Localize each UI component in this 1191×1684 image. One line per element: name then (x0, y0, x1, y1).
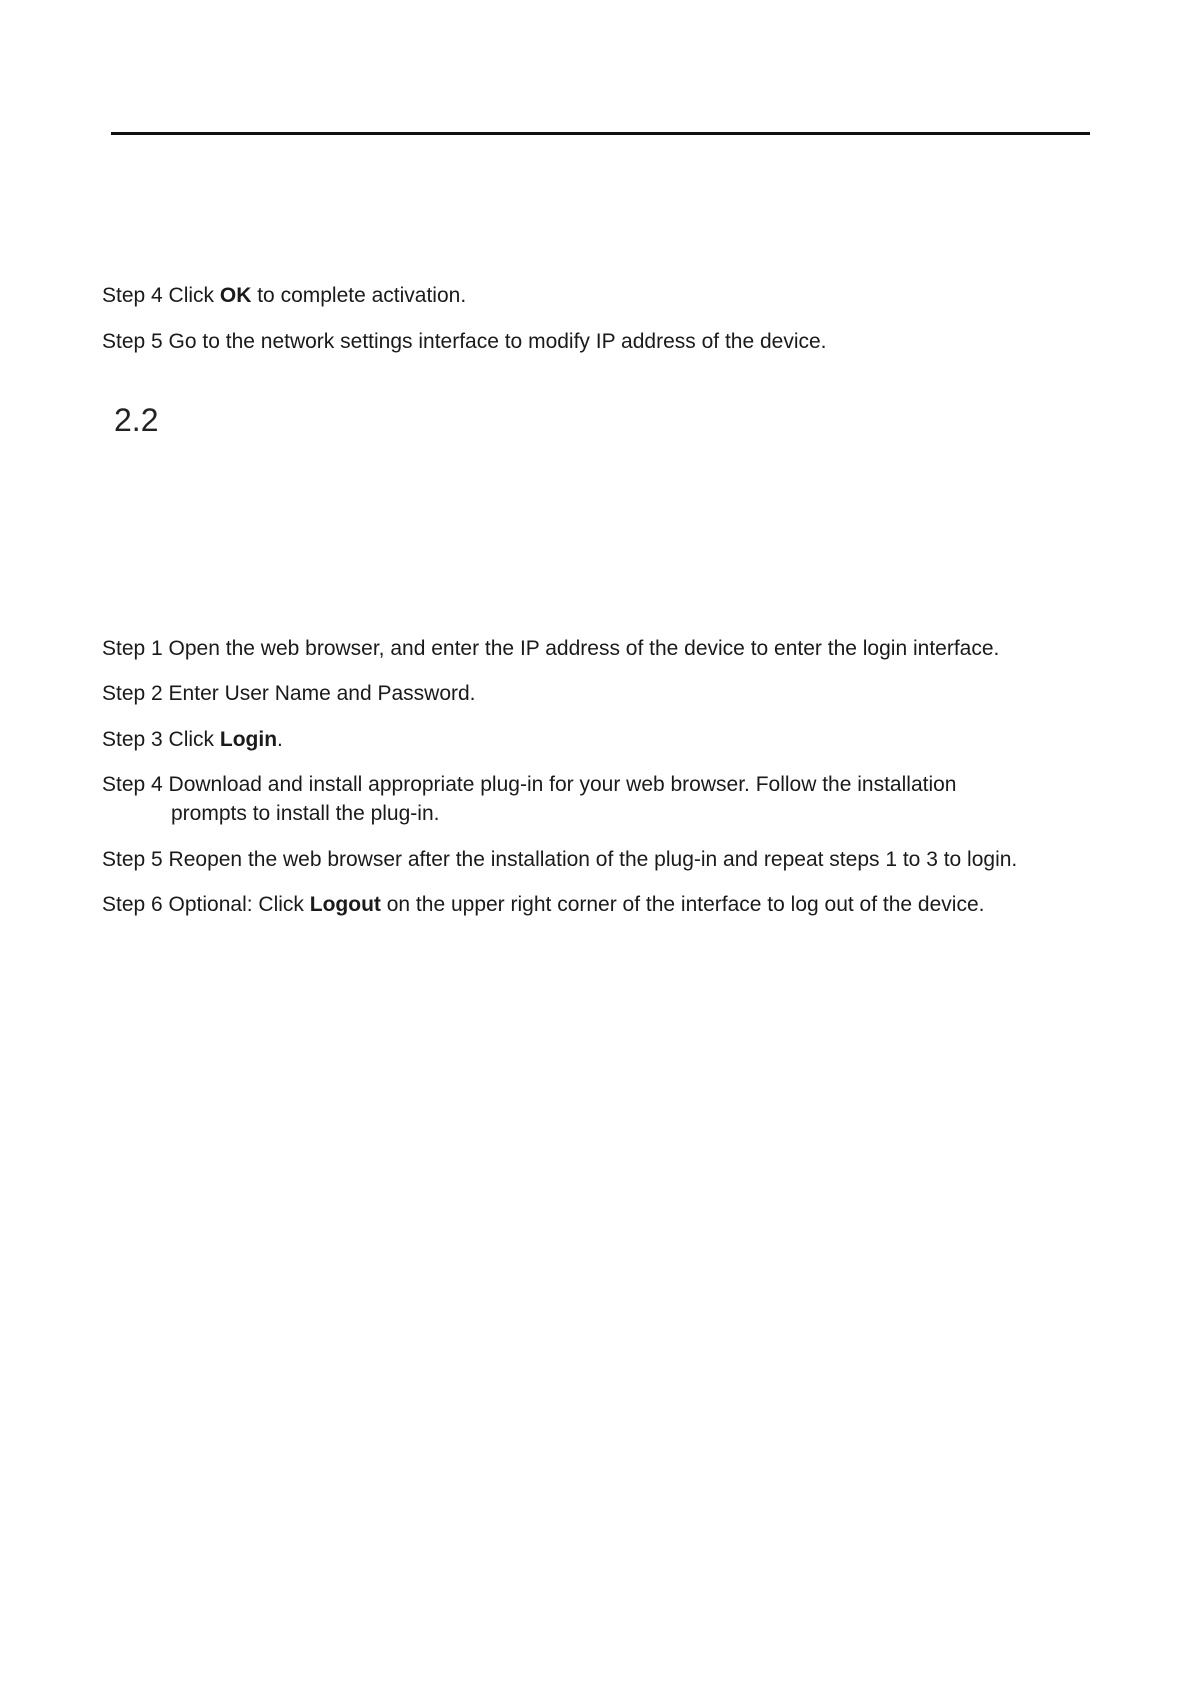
logout-label: Logout (309, 893, 381, 916)
step-text: . (277, 728, 283, 751)
step-2-enter-credentials (102, 679, 476, 708)
step-3-click-login (102, 725, 283, 754)
step-6-logout (102, 890, 984, 919)
login-label: Login (219, 728, 278, 751)
step-5-network-settings (102, 327, 827, 356)
header-rule (111, 132, 1090, 135)
step-text: to complete activation. (251, 284, 467, 307)
step-1-open-browser (102, 634, 999, 663)
step-text: Step 5 Go to the network settings interface to modify IP address of the device. (102, 330, 827, 353)
step-continuation: prompts to install the plug-in. (171, 802, 440, 825)
step-text: Step 4 Download and install appropriate plug-in for your web browser. Follow the installation (102, 773, 957, 796)
step-text: Step 1 Open the web browser, and enter the IP address of the device to enter the login interface. (102, 637, 1000, 660)
step-text: Step 3 Click (102, 728, 220, 751)
step-5-reopen-browser (102, 845, 1017, 874)
step-text: Step 2 Enter User Name and Password. (102, 682, 476, 705)
step-text: Step 6 Optional: Click (102, 893, 310, 916)
step-text: Step 4 Click (102, 284, 220, 307)
step-text: Step 5 Reopen the web browser after the installation of the plug-in and repeat steps 1 to 3 to login. (102, 848, 1018, 871)
step-text: on the upper right corner of the interface to log out of the device. (380, 893, 985, 916)
step-4-install-plugin (102, 770, 956, 828)
ok-label: OK (219, 284, 252, 307)
section-number: 2.2 (114, 402, 159, 438)
step-4-activation (102, 281, 466, 310)
